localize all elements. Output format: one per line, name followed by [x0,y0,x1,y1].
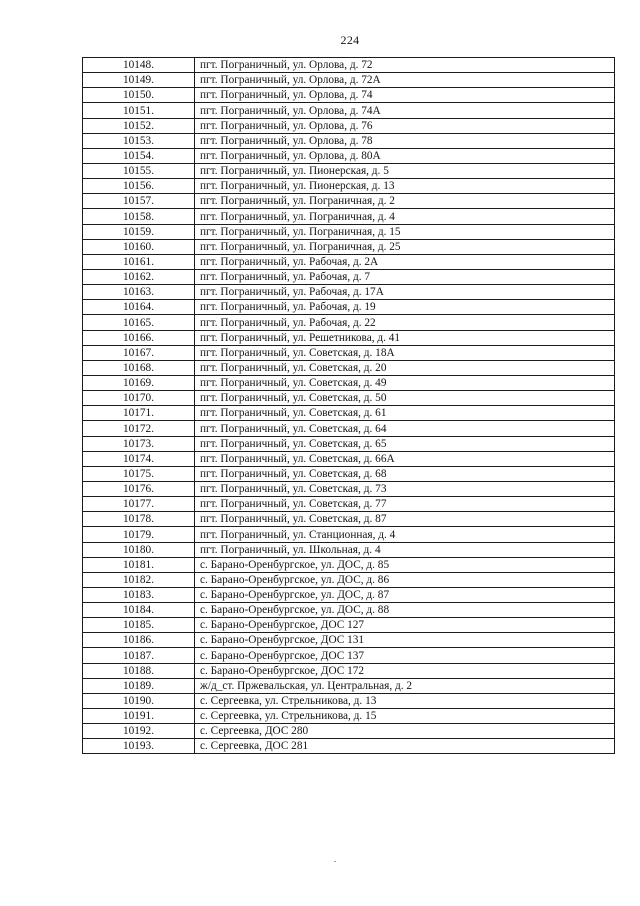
row-number-cell: 10181. [83,557,195,572]
address-cell: пгт. Пограничный, ул. Советская, д. 50 [195,391,615,406]
address-cell: пгт. Пограничный, ул. Советская, д. 49 [195,375,615,390]
address-cell: пгт. Пограничный, ул. Школьная, д. 4 [195,542,615,557]
row-number-cell: 10177. [83,497,195,512]
table-row [83,209,615,224]
row-number-cell: 10186. [83,633,195,648]
address-cell: ж/д_ст. Пржевальская, ул. Центральная, д. 2 [195,678,615,693]
table-row [83,148,615,163]
table-row [83,58,615,73]
table-row [83,391,615,406]
address-cell: пгт. Пограничный, ул. Рабочая, д. 19 [195,300,615,315]
address-cell: пгт. Пограничный, ул. Рабочая, д. 22 [195,315,615,330]
address-cell: пгт. Пограничный, ул. Советская, д. 66А [195,451,615,466]
row-number-cell: 10162. [83,269,195,284]
table-row [83,648,615,663]
address-cell: пгт. Пограничный, ул. Советская, д. 61 [195,406,615,421]
row-number-cell: 10165. [83,315,195,330]
table-row [83,709,615,724]
row-number-cell: 10161. [83,254,195,269]
address-cell: пгт. Пограничный, ул. Пионерская, д. 5 [195,163,615,178]
table-row [83,239,615,254]
row-number-cell: 10179. [83,527,195,542]
row-number-cell: 10180. [83,542,195,557]
address-cell: пгт. Пограничный, ул. Рабочая, д. 2А [195,254,615,269]
address-cell: с. Барано-Оренбургское, ул. ДОС, д. 86 [195,572,615,587]
table-row [83,633,615,648]
address-cell: пгт. Пограничный, ул. Советская, д. 68 [195,466,615,481]
table-row [83,527,615,542]
address-cell: пгт. Пограничный, ул. Советская, д. 65 [195,436,615,451]
address-cell: с. Барано-Оренбургское, ДОС 131 [195,633,615,648]
row-number-cell: 10176. [83,481,195,496]
row-number-cell: 10164. [83,300,195,315]
row-number-cell: 10183. [83,587,195,602]
row-number-cell: 10170. [83,391,195,406]
address-cell: с. Сергеевка, ДОС 280 [195,724,615,739]
row-number-cell: 10159. [83,224,195,239]
table-row [83,179,615,194]
row-number-cell: 10168. [83,360,195,375]
row-number-cell: 10153. [83,133,195,148]
row-number-cell: 10158. [83,209,195,224]
table-row [83,330,615,345]
address-cell: пгт. Пограничный, ул. Орлова, д. 72А [195,73,615,88]
table-row [83,618,615,633]
table-row [83,269,615,284]
address-cell: пгт. Пограничный, ул. Рабочая, д. 7 [195,269,615,284]
table-row [83,678,615,693]
row-number-cell: 10178. [83,512,195,527]
address-cell: с. Барано-Оренбургское, ДОС 172 [195,663,615,678]
table-row [83,254,615,269]
row-number-cell: 10156. [83,179,195,194]
row-number-cell: 10187. [83,648,195,663]
table-row [83,466,615,481]
row-number-cell: 10166. [83,330,195,345]
table-row [83,194,615,209]
row-number-cell: 10151. [83,103,195,118]
address-cell: пгт. Пограничный, ул. Пограничная, д. 15 [195,224,615,239]
address-cell: пгт. Пограничный, ул. Станционная, д. 4 [195,527,615,542]
table-row [83,542,615,557]
row-number-cell: 10190. [83,693,195,708]
row-number-cell: 10148. [83,58,195,73]
row-number-cell: 10188. [83,663,195,678]
address-cell: пгт. Пограничный, ул. Орлова, д. 74А [195,103,615,118]
table-row [83,497,615,512]
table-row [83,451,615,466]
row-number-cell: 10155. [83,163,195,178]
address-cell: с. Сергеевка, ул. Стрельникова, д. 13 [195,693,615,708]
table-row [83,572,615,587]
address-cell: пгт. Пограничный, ул. Советская, д. 20 [195,360,615,375]
table-row [83,436,615,451]
table-row [83,224,615,239]
row-number-cell: 10191. [83,709,195,724]
page-number: 224 [340,33,360,47]
row-number-cell: 10150. [83,88,195,103]
row-number-cell: 10167. [83,345,195,360]
address-cell: с. Барано-Оренбургское, ДОС 137 [195,648,615,663]
table-row [83,118,615,133]
address-cell: пгт. Пограничный, ул. Решетникова, д. 41 [195,330,615,345]
address-cell: пгт. Пограничный, ул. Советская, д. 73 [195,481,615,496]
address-cell: с. Сергеевка, ул. Стрельникова, д. 15 [195,709,615,724]
table-row [83,663,615,678]
address-cell: пгт. Пограничный, ул. Советская, д. 77 [195,497,615,512]
table-row [83,285,615,300]
address-cell: пгт. Пограничный, ул. Пограничная, д. 2 [195,194,615,209]
address-cell: пгт. Пограничный, ул. Пограничная, д. 25 [195,239,615,254]
address-cell: пгт. Пограничный, ул. Орлова, д. 80А [195,148,615,163]
row-number-cell: 10185. [83,618,195,633]
table-row [83,163,615,178]
table-row [83,406,615,421]
table-row [83,73,615,88]
row-number-cell: 10171. [83,406,195,421]
address-register-body [83,58,615,754]
table-row [83,345,615,360]
row-number-cell: 10157. [83,194,195,209]
row-number-cell: 10189. [83,678,195,693]
address-cell: пгт. Пограничный, ул. Советская, д. 64 [195,421,615,436]
table-row [83,421,615,436]
address-cell: с. Барано-Оренбургское, ул. ДОС, д. 87 [195,587,615,602]
address-cell: пгт. Пограничный, ул. Советская, д. 87 [195,512,615,527]
table-row [83,739,615,754]
table-row [83,557,615,572]
row-number-cell: 10184. [83,603,195,618]
table-row [83,693,615,708]
table-row [83,300,615,315]
row-number-cell: 10163. [83,285,195,300]
row-number-cell: 10173. [83,436,195,451]
row-number-cell: 10154. [83,148,195,163]
address-register-table [82,57,615,754]
table-row [83,315,615,330]
row-number-cell: 10152. [83,118,195,133]
table-row [83,360,615,375]
row-number-cell: 10169. [83,375,195,390]
scan-speck [334,861,336,862]
address-cell: пгт. Пограничный, ул. Орлова, д. 72 [195,58,615,73]
row-number-cell: 10149. [83,73,195,88]
table-row [83,375,615,390]
address-cell: пгт. Пограничный, ул. Рабочая, д. 17А [195,285,615,300]
row-number-cell: 10174. [83,451,195,466]
address-cell: пгт. Пограничный, ул. Пионерская, д. 13 [195,179,615,194]
address-cell: пгт. Пограничный, ул. Орлова, д. 74 [195,88,615,103]
table-row [83,133,615,148]
table-row [83,724,615,739]
address-cell: с. Барано-Оренбургское, ДОС 127 [195,618,615,633]
address-cell: пгт. Пограничный, ул. Орлова, д. 78 [195,133,615,148]
table-row [83,603,615,618]
address-cell: пгт. Пограничный, ул. Советская, д. 18А [195,345,615,360]
row-number-cell: 10192. [83,724,195,739]
address-cell: пгт. Пограничный, ул. Орлова, д. 76 [195,118,615,133]
address-cell: пгт. Пограничный, ул. Пограничная, д. 4 [195,209,615,224]
address-cell: с. Сергеевка, ДОС 281 [195,739,615,754]
table-row [83,512,615,527]
table-row [83,481,615,496]
address-cell: с. Барано-Оренбургское, ул. ДОС, д. 88 [195,603,615,618]
row-number-cell: 10172. [83,421,195,436]
table-row [83,88,615,103]
row-number-cell: 10175. [83,466,195,481]
table-row [83,103,615,118]
row-number-cell: 10182. [83,572,195,587]
row-number-cell: 10193. [83,739,195,754]
row-number-cell: 10160. [83,239,195,254]
address-cell: с. Барано-Оренбургское, ул. ДОС, д. 85 [195,557,615,572]
table-row [83,587,615,602]
